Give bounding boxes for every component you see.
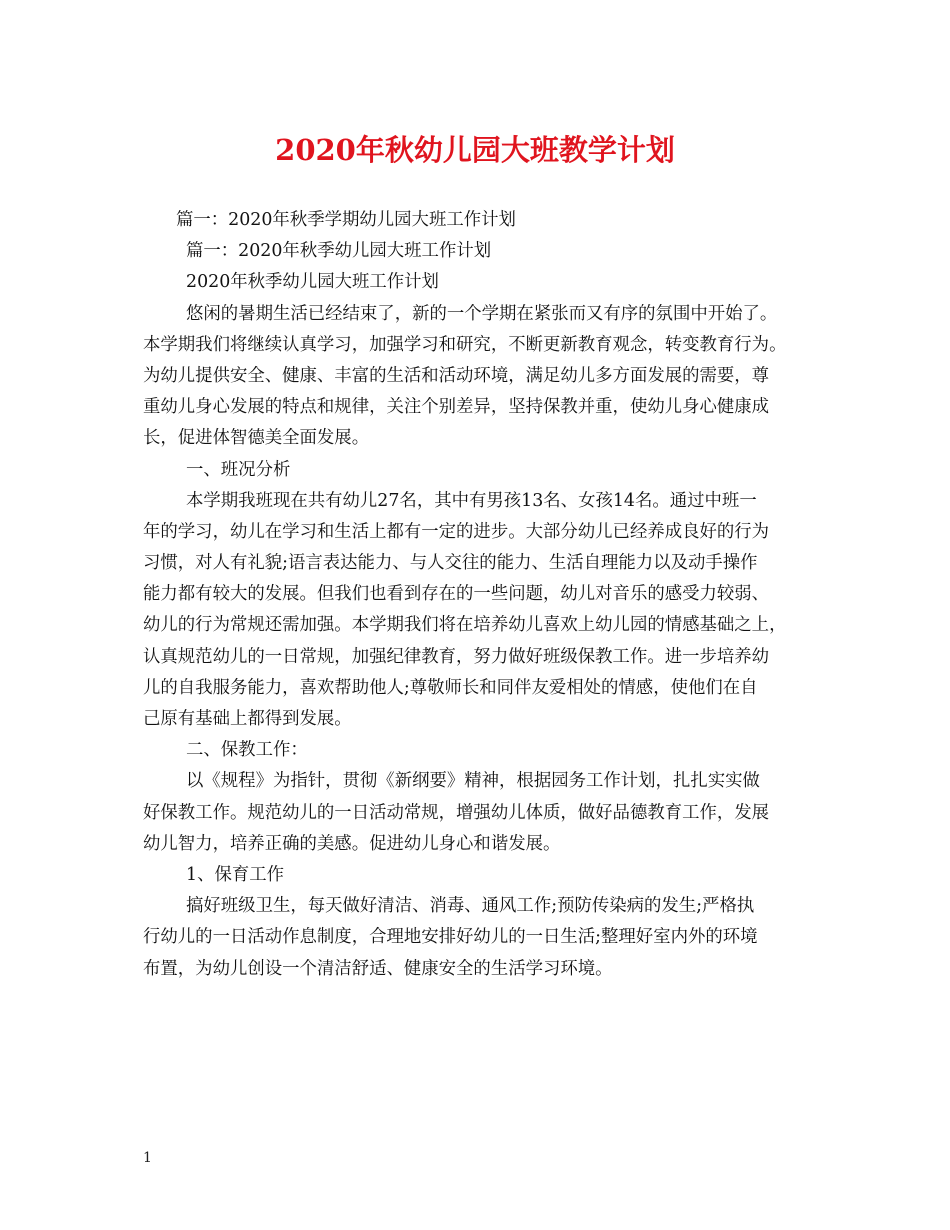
paragraph-line: 本学期我们将继续认真学习，加强学习和研究，不断更新教育观念，转变教育行为。 (143, 334, 787, 355)
paragraph-line: 认真规范幼儿的一日常规，加强纪律教育，努力做好班级保教工作。进一步培养幼 (143, 646, 770, 667)
document-title: 2020年秋幼儿园大班教学计划 (275, 133, 675, 167)
document-body (143, 205, 823, 985)
section-heading: 一、班况分析 (186, 459, 291, 480)
paragraph-line: 好保教工作。规范幼儿的一日活动常规，增强幼儿体质，做好品德教育工作，发展 (143, 802, 770, 823)
paragraph-line: 习惯，对人有礼貌;语言表达能力、与人交往的能力、生活自理能力以及动手操作 (143, 553, 758, 574)
heading-3: 2020年秋季幼儿园大班工作计划 (186, 272, 439, 293)
paragraph-line: 悠闲的暑期生活已经结束了，新的一个学期在紧张而又有序的氛围中开始了。 (186, 303, 778, 324)
paragraph-line: 重幼儿身心发展的特点和规律，关注个别差异，坚持保教并重，使幼儿身心健康成 (143, 397, 770, 418)
heading-2: 篇一：2020年秋季幼儿园大班工作计划 (186, 241, 492, 262)
paragraph-line: 行幼儿的一日活动作息制度，合理地安排好幼儿的一日生活;整理好室内外的环境 (143, 927, 758, 948)
paragraph-line: 长，促进体智德美全面发展。 (143, 428, 370, 449)
paragraph-line: 幼儿智力，培养正确的美感。促进幼儿身心和谐发展。 (143, 833, 561, 854)
paragraph-line: 能力都有较大的发展。但我们也看到存在的一些问题，幼儿对音乐的感受力较弱、 (143, 584, 770, 605)
paragraph-line: 幼儿的行为常规还需加强。本学期我们将在培养幼儿喜欢上幼儿园的情感基础之上， (143, 615, 787, 636)
paragraph-line: 儿的自我服务能力，喜欢帮助他人;尊敬师长和同伴友爱相处的情感，使他们在自 (143, 677, 758, 698)
heading-1: 篇一：2020年秋季学期幼儿园大班工作计划 (176, 210, 516, 230)
section-heading: 二、保教工作： (186, 740, 308, 761)
paragraph-line: 己原有基础上都得到发展。 (143, 709, 352, 729)
paragraph-line: 为幼儿提供安全、健康、丰富的生活和活动环境，满足幼儿多方面发展的需要，尊 (143, 365, 770, 386)
paragraph-line: 以《规程》为指针，贯彻《新纲要》精神，根据园务工作计划，扎扎实实做 (186, 771, 760, 792)
paragraph-line: 布置，为幼儿创设一个清洁舒适、健康安全的生活学习环境。 (143, 958, 613, 979)
paragraph-line: 年的学习，幼儿在学习和生活上都有一定的进步。大部分幼儿已经养成良好的行为 (143, 521, 770, 542)
paragraph-line: 本学期我班现在共有幼儿27名，其中有男孩13名、女孩14名。通过中班一 (186, 490, 757, 511)
subsection-heading: 1、保育工作 (186, 864, 285, 885)
paragraph-line: 搞好班级卫生，每天做好清洁、消毒、通风工作;预防传染病的发生;严格执 (186, 896, 755, 917)
page-number: 1 (143, 1150, 152, 1166)
